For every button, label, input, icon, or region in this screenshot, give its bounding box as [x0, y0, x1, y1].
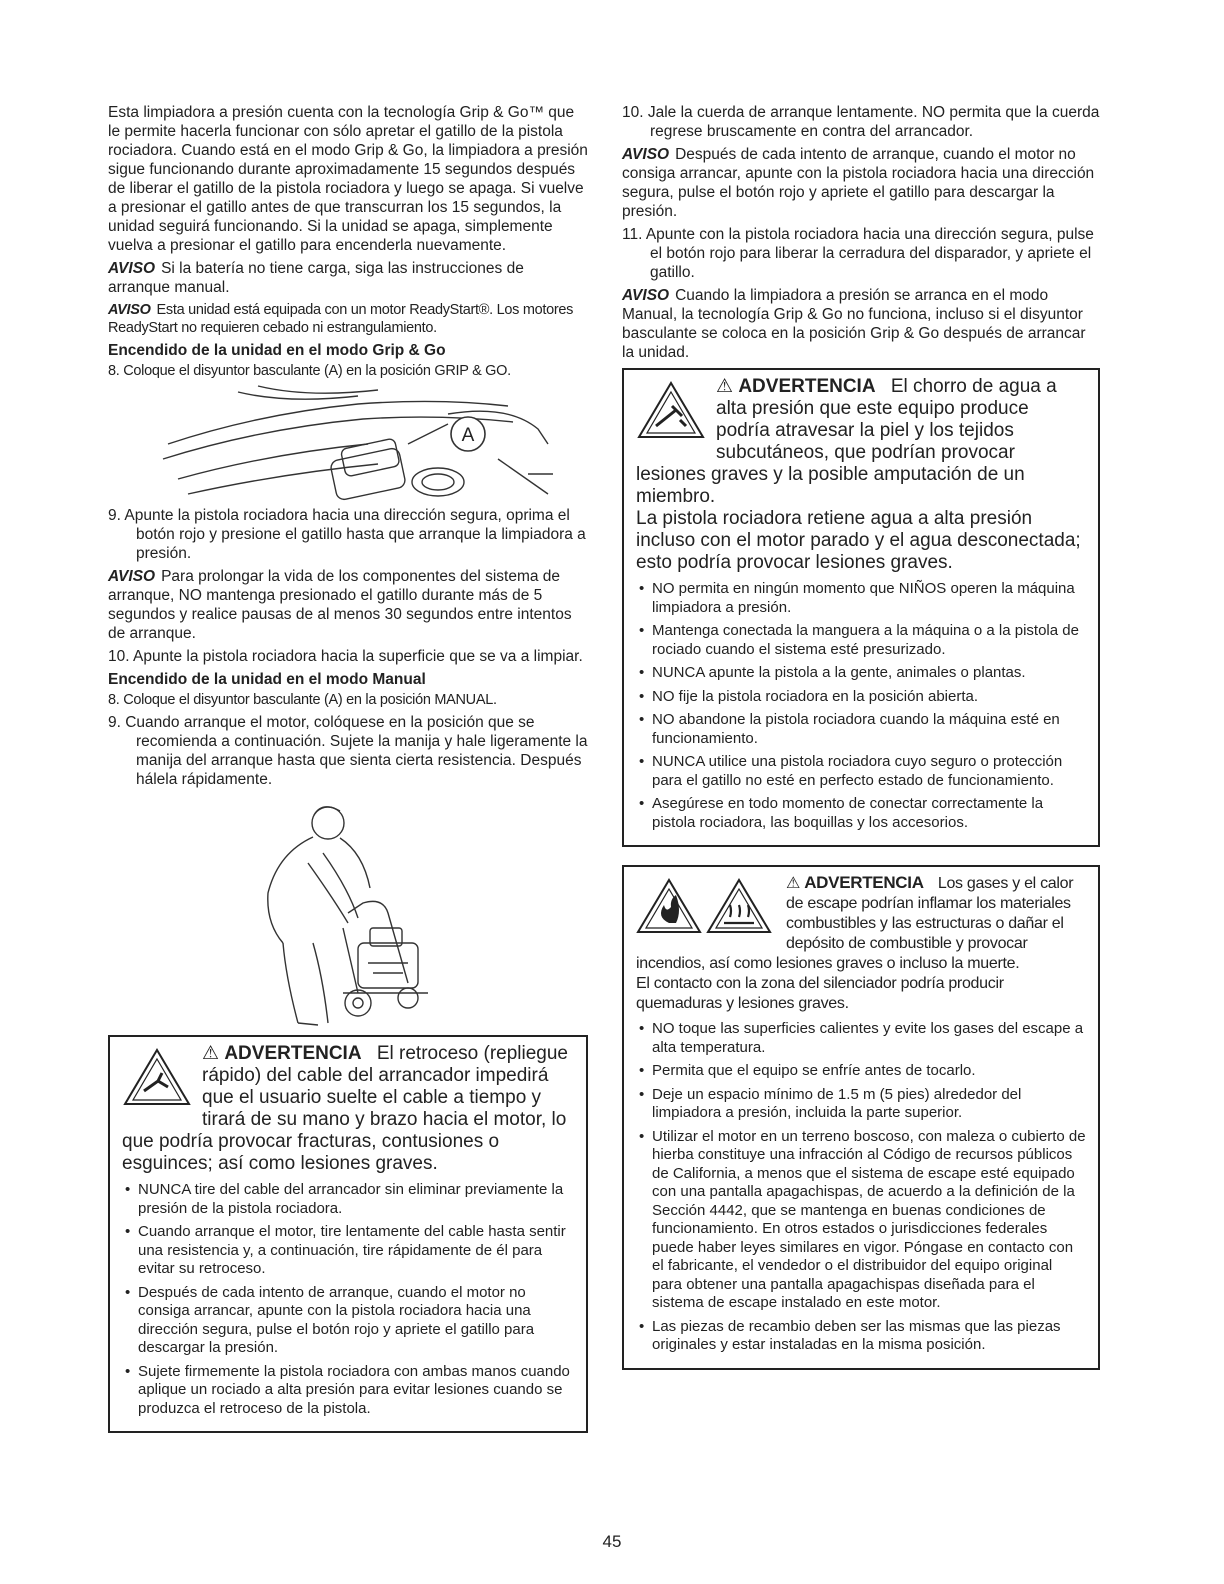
warning-kickback-list [122, 1181, 574, 1418]
aviso-battery: AVISO Si la batería no tiene carga, siga las instrucciones de arranque manual. [108, 260, 524, 296]
list-item: • NO permita en ningún momento que NIÑOS operen la máquina limpiadora a presión. [652, 580, 1086, 617]
left-column [108, 103, 588, 1433]
aviso-starter: AVISO Para prolongar la vida de los componentes del sistema de arranque, NO mantenga presionado el gatillo durante más de 5 segundos y realice pausas de al menos 30 segundos entre intentos de arranque. [108, 568, 572, 642]
list-item: • Sujete firmemente la pistola rociadora con ambas manos cuando aplique un rociado a alta presión para evitar lesiones cuando se produzca el retroceso de la pistola. [138, 1363, 574, 1419]
list-item: • NUNCA utilice una pistola rociadora cuyo seguro o protección para el gatillo no esté en perfecto estado de funcionamiento. [652, 753, 1086, 790]
warning-exhaust-text: Los gases y el calor de escape podrían inflamar los materiales combustibles y las estructuras o dañar el depósito de combustible y provocar incendios, así como lesiones graves o incluso la muerte. [636, 875, 1074, 972]
kickback-hazard-icon [122, 1047, 192, 1113]
heading-manual: Encendido de la unidad en el modo Manual [108, 671, 426, 688]
operator-pulling-starter-illustration [108, 793, 588, 1029]
warning-title: ADVERTENCIA [224, 1043, 362, 1064]
rocker-switch-illustration [108, 384, 588, 504]
warning-kickback [108, 1035, 588, 1433]
list-item: • Después de cada intento de arranque, cuando el motor no consiga arrancar, apunte con la pistola rociadora hacia una dirección segura, pulse el botón rojo y apriete el gatillo para descargar la presión. [138, 1284, 574, 1358]
step-9-grip: 9. Apunte la pistola rociadora hacia una dirección segura, oprima el botón rojo y presione el gatillo hasta que arranque la limpiadora a presión. [108, 507, 586, 562]
list-item: • NUNCA tire del cable del arrancador sin eliminar previamente la presión de la pistola rociadora. [138, 1181, 574, 1218]
step-8-manual: 8. Coloque el disyuntor basculante (A) en la posición MANUAL. [108, 692, 497, 708]
injection-hazard-icon [636, 380, 706, 446]
list-item: • Utilizar el motor en un terreno boscoso, con maleza o cubierto de hierba constituye una infracción al Código de recursos públicos de California, a menos que el sistema de escape esté equipado con una pantalla apagachispas, de acuerdo a la definición de la Sección 4442, que se mantenga en buenas condiciones de funcionamiento. En otros estados o jurisdicciones federales puede haber leyes similares en vigor. Póngase en contacto con el fabricante, el vendedor o el distribuidor del equipo original para obtener una pantalla apagachispas diseñada para el sistema de escape instalado en este motor. [652, 1128, 1086, 1313]
step-8-grip: 8. Coloque el disyuntor basculante (A) en la posición GRIP & GO. [108, 363, 511, 379]
list-item: • NO abandone la pistola rociadora cuando la máquina esté en funcionamiento. [652, 711, 1086, 748]
list-item: • Las piezas de recambio deben ser las mismas que las piezas originales y estar instaladas en la misma posición. [652, 1318, 1086, 1355]
warning-exhaust-head [636, 873, 1086, 974]
fire-hot-surface-icons [636, 877, 776, 941]
warning-symbol: ⚠ [786, 875, 801, 892]
operator-figure [108, 793, 588, 1029]
heading-grip-go: Encendido de la unidad en el modo Grip & Go [108, 342, 446, 359]
step-9-manual: 9. Cuando arranque el motor, colóquese en la posición que se recomienda a continuación. Sujete la manija y hale ligeramente la manija del arranque hasta que sienta cierta resistencia. Después hálela rápidamente. [108, 714, 588, 788]
warning-kickback-head [122, 1043, 574, 1175]
right-column [622, 103, 1100, 1370]
list-item: • NUNCA apunte la pistola a la gente, animales o plantas. [652, 664, 1086, 683]
warning-high-pressure-extra: La pistola rociadora retiene agua a alta presión incluso con el motor parado y el agua desconectada; esto podría provocar lesiones graves. [636, 508, 1081, 573]
page-number: 45 [602, 1532, 622, 1551]
list-item: • Cuando arranque el motor, tire lentamente del cable hasta sentir una resistencia y, a continuación, tire rápidamente de él para evitar su retroceso. [138, 1223, 574, 1279]
aviso-readystart: AVISO Esta unidad está equipada con un motor ReadyStart®. Los motores ReadyStart no requieren cebado ni estrangulamiento. [108, 302, 574, 336]
warning-high-pressure [622, 368, 1100, 847]
step-10-manual: 10. Jale la cuerda de arranque lentamente. NO permita que la cuerda regrese bruscamente en contra del arrancador. [622, 104, 1100, 140]
step-11-manual: 11. Apunte con la pistola rociadora hacia una dirección segura, pulse el botón rojo para liberar la cerradura del disparador, y apriete el gatillo. [622, 226, 1094, 281]
intro-paragraph: Esta limpiadora a presión cuenta con la tecnología Grip & Go™ que le permite hacerla funcionar con sólo apretar el gatillo de la pistola rociadora. Cuando está en el modo Grip & Go, la limpiadora a presión sigue funcionando durante aproximadamente 15 segundos después de liberar el gatillo de la pistola rociadora y luego se apaga. Si vuelve a presionar el gatillo antes de que transcurran los 15 segundos, la unidad seguirá funcionando. Si la unidad se apaga, simplemente vuelva a presionar el gatillo para encenderla nuevamente. [108, 104, 588, 254]
list-item: • Mantenga conectada la manguera a la máquina o a la pistola de rociado cuando el sistema esté presurizado. [652, 622, 1086, 659]
list-item: • NO fije la pistola rociadora en la posición abierta. [652, 688, 1086, 707]
rocker-switch-figure [108, 384, 588, 504]
warning-symbol: ⚠ [202, 1043, 220, 1064]
aviso-manual-mode: AVISO Cuando la limpiadora a presión se arranca en el modo Manual, la tecnología Grip & Go no funciona, incluso si el disyuntor basculante se coloca en la posición Grip & Go después de arrancar la unidad. [622, 287, 1086, 361]
warning-exhaust [622, 865, 1100, 1370]
warning-kickback-text: El retroceso (repliegue rápido) del cable del arrancador impedirá que el usuario suelte el cable a tiempo y tirará de su mano y brazo hacia el motor, lo que podría provocar fracturas, contusiones o esguinces; así como lesiones graves. [122, 1043, 568, 1174]
figure-label-a: A [461, 425, 475, 446]
step-10-grip: 10. Apunte la pistola rociadora hacia la superficie que se va a limpiar. [108, 648, 583, 665]
warning-title: ADVERTENCIA [738, 376, 876, 397]
warning-symbol: ⚠ [716, 376, 734, 397]
list-item: • NO toque las superficies calientes y evite los gases del escape a alta temperatura. [652, 1020, 1086, 1057]
warning-high-pressure-text: El chorro de agua a alta presión que este equipo produce podría atravesar la piel y los tejidos subcutáneos, que podrían provocar lesiones graves y la posible amputación de un miembro. [636, 376, 1057, 507]
warning-high-pressure-head [636, 376, 1086, 508]
warning-exhaust-extra: El contacto con la zona del silenciador podría producir quemaduras y lesiones graves. [636, 975, 1004, 1012]
warning-high-pressure-list [636, 580, 1086, 832]
warning-title: ADVERTENCIA [804, 873, 924, 892]
list-item: • Permita que el equipo se enfríe antes de tocarlo. [652, 1062, 1086, 1081]
warning-exhaust-list [636, 1020, 1086, 1355]
aviso-failed-start: AVISO Después de cada intento de arranque, cuando el motor no consiga arrancar, apunte con la pistola rociadora hacia una dirección segura, pulse el botón rojo y apriete el gatillo para descargar la presión. [622, 146, 1095, 220]
list-item: • Deje un espacio mínimo de 1.5 m (5 pies) alrededor del limpiadora a presión, incluida la parte superior. [652, 1086, 1086, 1123]
list-item: • Asegúrese en todo momento de conectar correctamente la pistola rociadora, las boquillas y los accesorios. [652, 795, 1086, 832]
